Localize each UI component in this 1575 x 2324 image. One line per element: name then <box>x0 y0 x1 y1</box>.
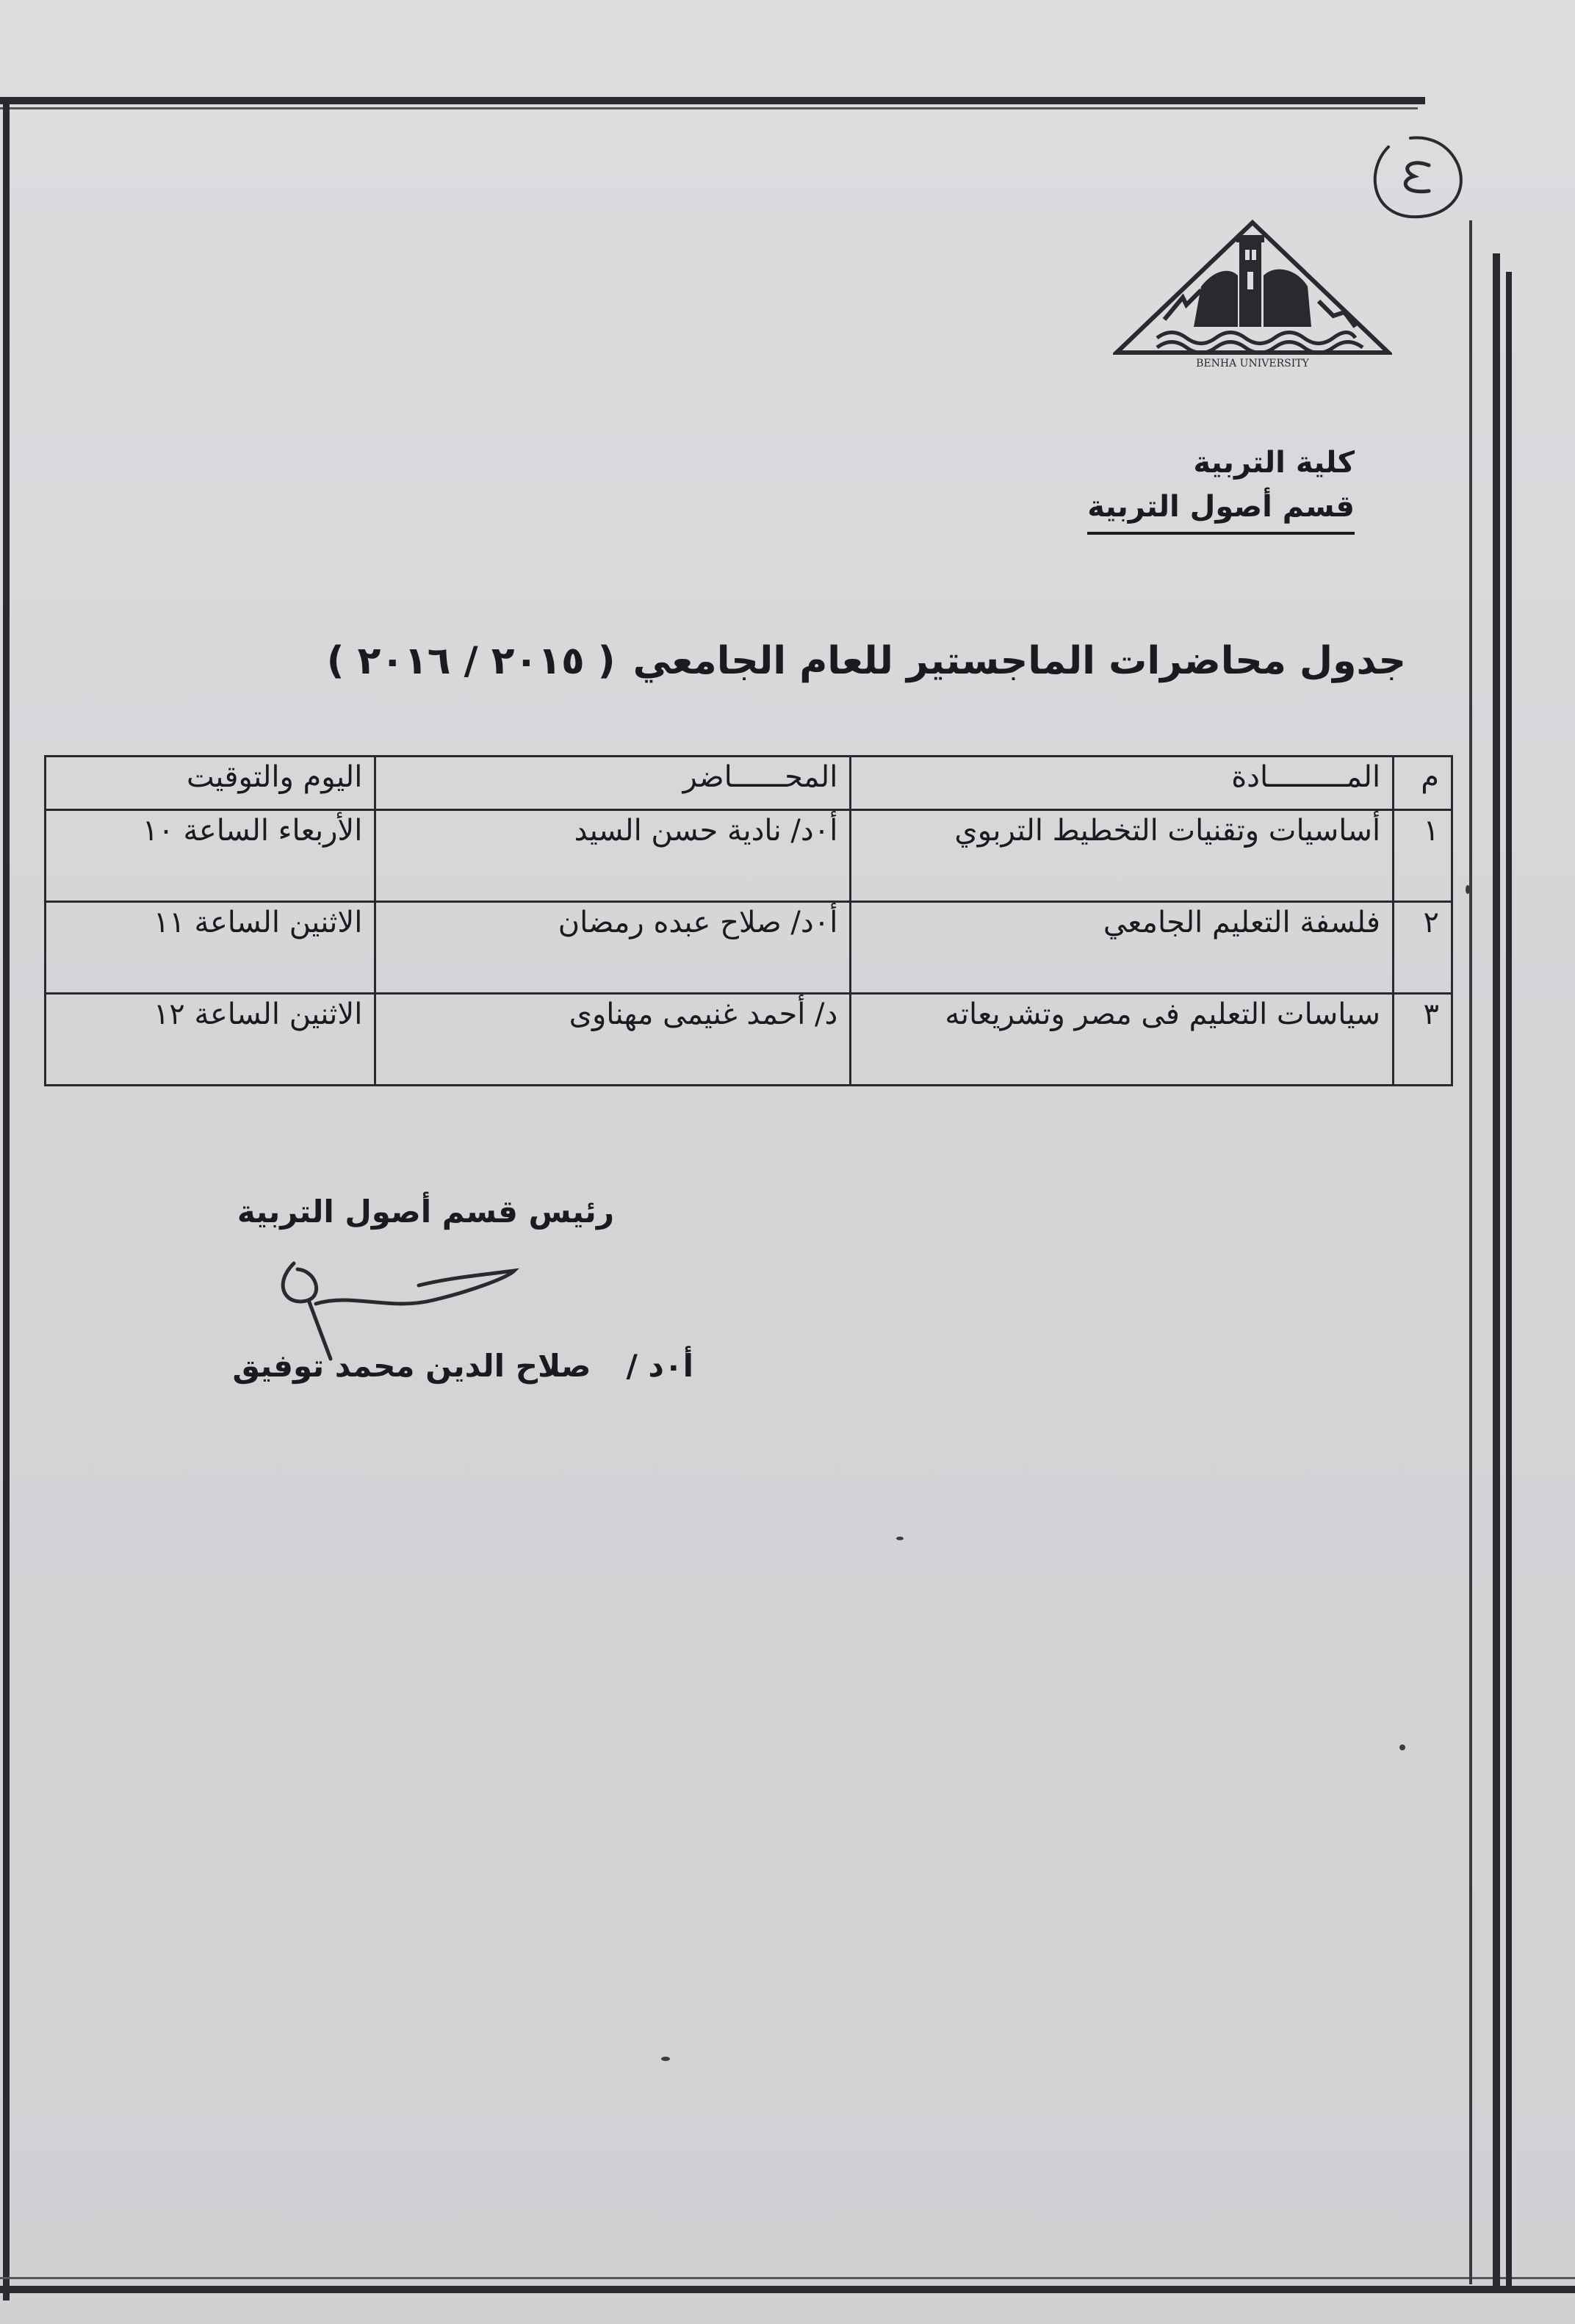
row-time: الأربعاء الساعة ١٠ <box>46 810 375 902</box>
page-frame-top-inner-line <box>0 107 1418 109</box>
department-name: قسم أصول التربية <box>1087 485 1355 535</box>
signatory-name-line <box>233 1348 693 1384</box>
row-lecturer: أ٠د/ صلاح عبده رمضان <box>375 902 851 994</box>
paper-speck <box>1399 1744 1405 1750</box>
header-number: م <box>1394 757 1452 810</box>
signatory-prefix: أ٠د / <box>626 1348 693 1384</box>
benha-university-logo <box>1113 217 1392 371</box>
header-time: اليوم والتوقيت <box>46 757 375 810</box>
page-frame-left-line <box>3 97 10 2300</box>
row-number: ٣ <box>1394 994 1452 1086</box>
document-title <box>327 639 1406 683</box>
page-frame-top-line <box>0 97 1425 104</box>
lecture-schedule-table <box>44 755 1453 1086</box>
faculty-name: كلية التربية <box>1193 446 1355 480</box>
row-subject: سياسات التعليم فى مصر وتشريعاته <box>851 994 1394 1086</box>
document-header <box>1087 441 1355 535</box>
table-header-row <box>46 757 1452 810</box>
signatory-name: صلاح الدين محمد توفيق <box>232 1348 591 1384</box>
table-row <box>46 994 1452 1086</box>
row-lecturer: د/ أحمد غنيمى مهناوى <box>375 994 851 1086</box>
page-frame-bottom-inner-line <box>0 2277 1575 2279</box>
page-frame-right-outer-line <box>1506 272 1512 2288</box>
page-frame-bottom-line <box>0 2286 1575 2293</box>
row-subject: فلسفة التعليم الجامعي <box>851 902 1394 994</box>
row-time: الاثنين الساعة ١١ <box>46 902 375 994</box>
academic-year: ( ٢٠١٥ / ٢٠١٦ ) <box>326 639 616 683</box>
paper-speck <box>896 1537 904 1540</box>
page-frame-right-line <box>1469 220 1472 2284</box>
signatory-title: رئيس قسم أصول التربية <box>237 1194 614 1230</box>
row-lecturer: أ٠د/ نادية حسن السيد <box>375 810 851 902</box>
title-text: جدول محاضرات الماجستير للعام الجامعي <box>632 639 1406 683</box>
row-number: ٢ <box>1394 902 1452 994</box>
paper-speck <box>1466 885 1470 894</box>
row-subject: أساسيات وتقنيات التخطيط التربوي <box>851 810 1394 902</box>
page-frame-right-thick-line <box>1493 253 1500 2288</box>
row-number: ١ <box>1394 810 1452 902</box>
header-lecturer: المحــــــاضر <box>375 757 851 810</box>
table-row <box>46 902 1452 994</box>
logo-caption: BENHA UNIVERSITY <box>1196 358 1309 369</box>
header-subject: المـــــــــادة <box>851 757 1394 810</box>
table-row <box>46 810 1452 902</box>
paper-speck <box>661 2057 670 2061</box>
row-time: الاثنين الساعة ١٢ <box>46 994 375 1086</box>
